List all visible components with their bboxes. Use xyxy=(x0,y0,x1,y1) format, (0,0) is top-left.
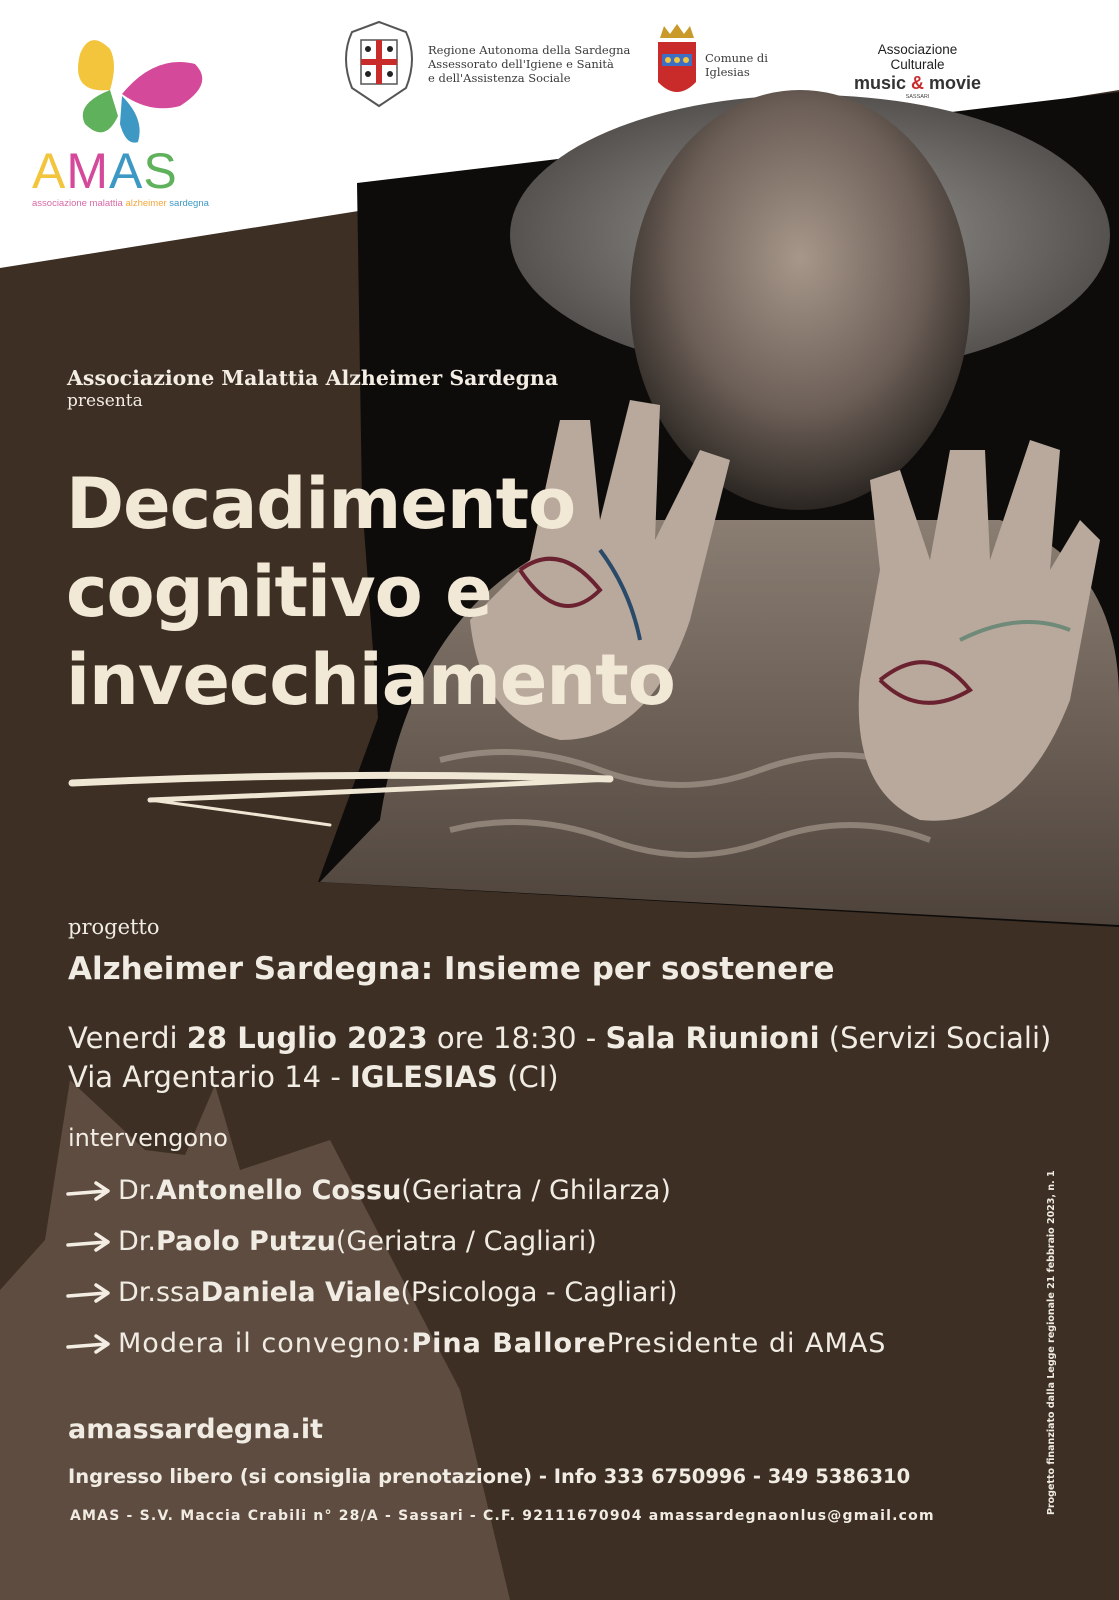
amas-tagline: associazione malattia alzheimer sardegna xyxy=(32,198,209,209)
title-line-2: cognitivo e xyxy=(66,551,492,633)
music-movie-logo: Associazione Culturale music & movie SASSARI xyxy=(853,42,982,100)
presents-label: presenta xyxy=(67,391,143,411)
regione-sardegna-crest xyxy=(334,18,424,110)
title-line-1: Decadimento xyxy=(66,463,576,545)
speaker-item-1: Dr. Antonello Cossu (Geriatra / Ghilarza) xyxy=(66,1175,671,1206)
comune-text: Comune di Iglesias xyxy=(705,51,768,79)
funding-note: Progetto finanziato dalla Legge regionale 21 febbraio 2023, n. 1 xyxy=(1046,1170,1057,1515)
butterfly-icon xyxy=(30,24,230,154)
title-line-3: invecchiamento xyxy=(66,639,675,721)
speaker-item-moderator: Modera il convegno: Pina Ballore Presidente di AMAS xyxy=(66,1328,886,1359)
event-address-line: Via Argentario 14 - IGLESIAS (CI) xyxy=(68,1060,559,1094)
website-link[interactable]: amassardegna.it xyxy=(68,1414,324,1445)
project-name: Alzheimer Sardegna: Insieme per sostenere xyxy=(68,951,835,987)
entry-info: Ingresso libero (si consiglia prenotazione) - Info 333 6750996 - 349 5386310 xyxy=(68,1465,911,1488)
event-title xyxy=(66,460,675,724)
shield-icon xyxy=(654,24,700,102)
arrow-icon xyxy=(66,1282,112,1304)
project-label: progetto xyxy=(68,915,160,939)
amas-wordmark: AMAS xyxy=(32,143,178,199)
speaker-item-2: Dr. Paolo Putzu (Geriatra / Cagliari) xyxy=(66,1226,597,1257)
crest-icon xyxy=(334,18,424,110)
arrow-icon xyxy=(66,1180,112,1202)
arrow-icon xyxy=(66,1333,112,1355)
regione-text: Regione Autonoma della Sardegna Assessorato dell'Igiene e Sanità e dell'Assistenza Sociale xyxy=(428,43,631,85)
event-date-line: Venerdi 28 Luglio 2023 ore 18:30 - Sala Riunioni (Servizi Sociali) xyxy=(68,1021,1052,1055)
speaker-item-3: Dr.ssa Daniela Viale (Psicologa - Cagliari) xyxy=(66,1277,678,1308)
arrow-icon xyxy=(66,1231,112,1253)
comune-iglesias-crest xyxy=(654,24,700,102)
speakers-label: intervengono xyxy=(68,1124,228,1152)
organizer-name: Associazione Malattia Alzheimer Sardegna xyxy=(67,366,559,390)
amas-logo xyxy=(30,24,230,224)
association-contact: AMAS - S.V. Maccia Crabili n° 28/A - Sassari - C.F. 92111670904 amassardegnaonlus@gmail.com xyxy=(70,1508,935,1524)
